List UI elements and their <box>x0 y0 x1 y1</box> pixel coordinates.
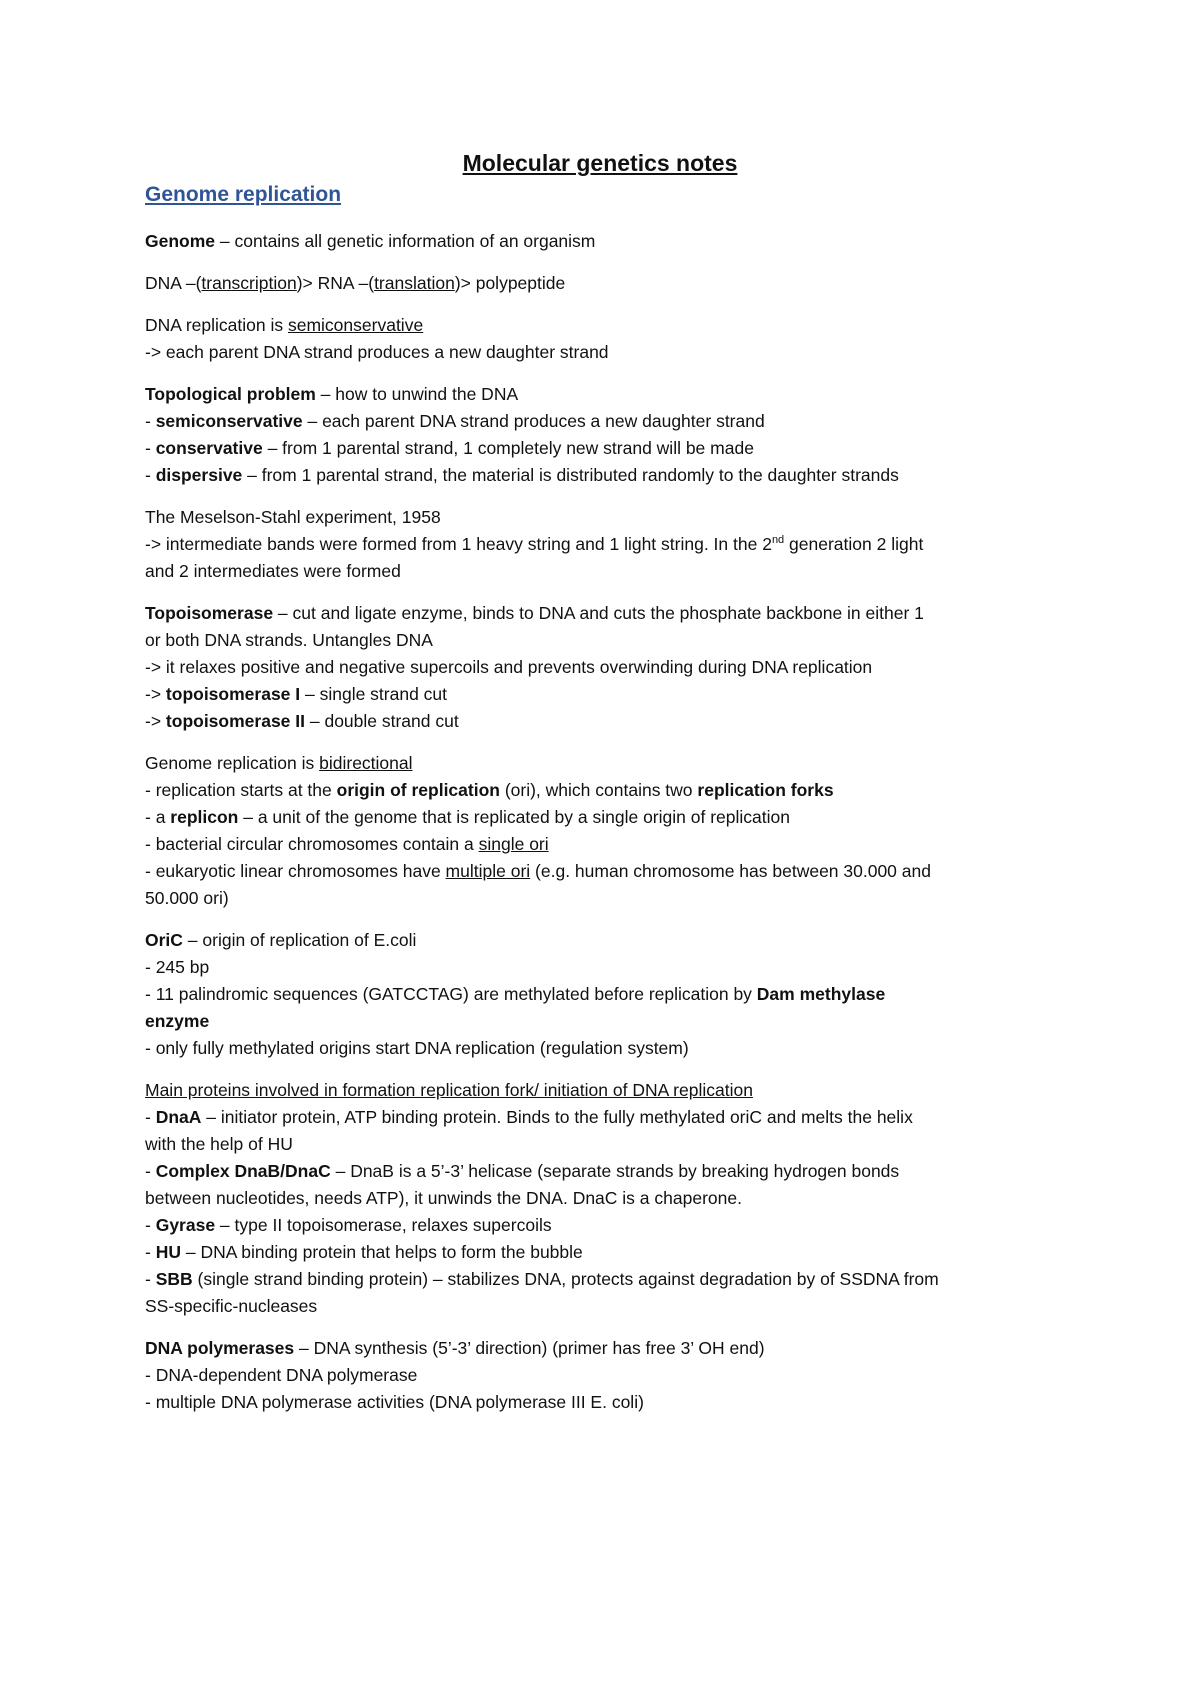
list-item: - only fully methylated origins start DNA replication (regulation system) <box>145 1038 689 1058</box>
list-item: - SBB (single strand binding protein) – stabilizes DNA, protects against degradation by of SSDNA from <box>145 1269 939 1289</box>
list-item: - replication starts at the origin of replication (ori), which contains two replication forks <box>145 780 834 800</box>
list-item-cont: SS-specific-nucleases <box>145 1296 318 1316</box>
topoisomerase-definition: Topoisomerase – cut and ligate enzyme, binds to DNA and cuts the phosphate backbone in either 1 <box>145 603 924 623</box>
list-item: - bacterial circular chromosomes contain a single ori <box>145 834 549 854</box>
list-item-cont: enzyme <box>145 1011 210 1031</box>
list-item: - eukaryotic linear chromosomes have multiple ori (e.g. human chromosome has between 30.000 and <box>145 861 931 881</box>
list-item: - Complex DnaB/DnaC – DnaB is a 5’-3’ helicase (separate strands by breaking hydrogen bonds <box>145 1161 900 1181</box>
central-dogma-line: DNA –(transcription)> RNA –(translation)> polypeptide <box>145 273 566 293</box>
list-item: - HU – DNA binding protein that helps to form the bubble <box>145 1242 583 1262</box>
list-item-cont: 50.000 ori) <box>145 888 229 908</box>
list-item: -> topoisomerase II – double strand cut <box>145 711 459 731</box>
meselson-title: The Meselson-Stahl experiment, 1958 <box>145 507 441 527</box>
list-item: - multiple DNA polymerase activities (DNA polymerase III E. coli) <box>145 1392 644 1412</box>
page-title: Molecular genetics notes <box>462 150 738 176</box>
semiconservative-line: DNA replication is semiconservative <box>145 315 424 335</box>
list-item-cont: with the help of HU <box>145 1134 293 1154</box>
list-item: - a replicon – a unit of the genome that is replicated by a single origin of replication <box>145 807 790 827</box>
polymerases-definition: DNA polymerases – DNA synthesis (5’-3’ direction) (primer has free 3’ OH end) <box>145 1338 765 1358</box>
list-item: - DNA-dependent DNA polymerase <box>145 1365 418 1385</box>
oric-definition: OriC – origin of replication of E.coli <box>145 930 417 950</box>
bidirectional-line: Genome replication is bidirectional <box>145 753 413 773</box>
topoisomerase-function: -> it relaxes positive and negative supercoils and prevents overwinding during DNA replication <box>145 657 873 677</box>
list-item-cont: between nucleotides, needs ATP), it unwinds the DNA. DnaC is a chaperone. <box>145 1188 742 1208</box>
list-item: - Gyrase – type II topoisomerase, relaxes supercoils <box>145 1215 552 1235</box>
topological-problem: Topological problem – how to unwind the DNA <box>145 384 519 404</box>
section-heading: Genome replication <box>145 183 342 206</box>
term: Genome <box>145 231 216 251</box>
topoisomerase-cont: or both DNA strands. Untangles DNA <box>145 630 433 650</box>
list-item: - 11 palindromic sequences (GATCCTAG) are methylated before replication by Dam methylase <box>145 984 886 1004</box>
list-item: - DnaA – initiator protein, ATP binding protein. Binds to the fully methylated oriC and melts the helix <box>145 1107 913 1127</box>
list-item: -> topoisomerase I – single strand cut <box>145 684 448 704</box>
list-item: - semiconservative – each parent DNA strand produces a new daughter strand <box>145 411 765 431</box>
meselson-result: -> intermediate bands were formed from 1 heavy string and 1 light string. In the 2nd generation 2 light <box>145 534 924 554</box>
genome-definition: Genome – contains all genetic information of an organism <box>145 231 596 251</box>
proteins-heading: Main proteins involved in formation replication fork/ initiation of DNA replication <box>145 1080 753 1100</box>
meselson-result-cont: and 2 intermediates were formed <box>145 561 401 581</box>
list-item: - 245 bp <box>145 957 210 977</box>
semiconservative-explanation: -> each parent DNA strand produces a new daughter strand <box>145 342 609 362</box>
list-item: - dispersive – from 1 parental strand, the material is distributed randomly to the daughter strands <box>145 465 899 485</box>
list-item: - conservative – from 1 parental strand, 1 completely new strand will be made <box>145 438 754 458</box>
